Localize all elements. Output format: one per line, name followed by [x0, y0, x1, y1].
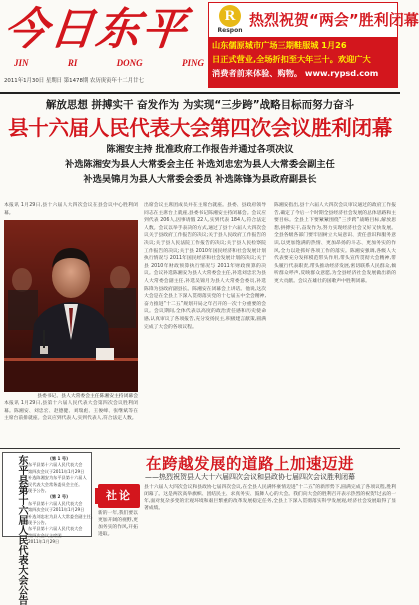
announcement-line: 第四次会议主席团 [28, 532, 62, 538]
announcement-line: 补选刘忠宏为县人大常委会副主任。 [28, 513, 96, 519]
article-column-left-top: 本报讯 1月29日,县十六届人大四次会议在县会议中心胜利闭幕。 [4, 203, 138, 216]
announcement-line: (第 1 号) [49, 456, 69, 461]
announcement-line: 东平县第十六届人民代表大会 [28, 462, 83, 468]
dateline: 2011年1月30日 星期日 第1478期 农历庚寅年十二月廿七 [4, 78, 144, 84]
section-divider [0, 448, 400, 449]
announcement-line: (第 2 号) [49, 494, 69, 500]
ad-line-2: 日正式营业,全场折扣至大年三十。欢迎广大 [212, 54, 371, 64]
announcement-line: 第四次会议于2011年1月29日 [28, 468, 85, 474]
ad-logo-mark-icon: R [219, 5, 241, 27]
announcement-box [2, 452, 96, 605]
pinyin-4: PING [181, 58, 204, 68]
masthead-divider [0, 92, 400, 94]
photo-caption: 县委书记、县人大常委会主任陈湘安主持闭幕会 [37, 394, 138, 399]
ad-header [209, 3, 419, 37]
announcement-line: 民代表大会常务委员会主任。 [28, 481, 83, 487]
ad-logo-text: Respon [217, 27, 243, 34]
pinyin-3: DONG [116, 58, 143, 68]
announcement-body [28, 456, 96, 545]
lead-subhead-3: 补选吴锦月为县人大常委会委员 补选陈锋为县政府副县长 [83, 174, 317, 185]
ad-logo [213, 5, 247, 35]
editorial-headline: 在跨越发展的道路上加速迈进 [145, 455, 354, 473]
logo-pinyin [14, 58, 204, 68]
pinyin-2: RI [67, 58, 78, 68]
announcement-title: 东平县第十六届人民代表大会公告 [16, 455, 27, 605]
editorial-text: 县十六届人大四次会议和县政协七届四次会议,在全县人民满怀豪情迈进“十二五”的新形势下,圆满完成了各项议程,胜利闭幕了。这是两次高举旗帜、团结民主、求真务实、鼓舞人心的大会。我们向大会的胜利召开表示热烈的祝贺!过去的一年,面对复杂多变的宏观环境和艰巨繁重的改革发展稳定任务,全县上下深入贯彻落实科学发展观,经济社会发展取得了显著成绩。 [144, 485, 396, 511]
announcement-line: 2011年1月29日 [28, 539, 60, 545]
lead-subhead-2: 补选陈湘安为县人大常委会主任 补选刘忠宏为县人大常委会副主任 [65, 159, 335, 170]
newspaper-logo: 今日东平 [1, 4, 191, 55]
article-column-middle: 出席会议主席团成员并在主席台就座。县委、县政府领导同志在主席台上就座,县委书记陈湘安主持闭幕会。会议应到代表 206人,因事请假 22人,实到代表 184人,符合法定人数。会议以举手表决的方式,通过了县十六届人大四次会议关于县政府工作报告的决议;关于县人民政府工作报告的决议;关于县人民法院工作报告的决议;关于县人民检察院工作报告的决议;关于县 2010年国民经济和社会发展计划执行情况与 2011年国民经济和社会发展计划的决议;关于县 2010年财政预算执行情况与 2011年财政预算的决议。会议补选陈湘安为县人大常委会主任,补选刘忠宏为县人大常委会副主任,补选吴锦月为县人大常委会委员,补选陈锋为县政府副县长。陈湘安在闭幕会上讲话。他说,这次大会是在全县上下深入贯彻落实党的十七届五中全会精神,奋力推进“十二五”规划开局之年召开的一次十分重要的会议。会议期间,全体代表以高度的政治责任感和历史使命感,认真审议了各项报告,充分发扬民主,积极建言献策,圆满完成了大会的各项议程。 [144, 203, 266, 330]
ad-line-3: 消费者前来体验、购物。 www.rypsd.com [212, 68, 379, 78]
article-column-left-bottom: 本报讯 1月29日,县第十六届人民代表大会第四次会议胜利闭幕。陈湘安、刘忠宏、赵德健、刘瑞彪、王俊峰、张继斌等在主席台前排就座。会议应到代表人,实到代表人,符合法定人数。 [4, 401, 138, 422]
announcement-line: 第四次会议于2011年1月29日 [28, 507, 85, 513]
editorial-text-continued: 新的一年,我们要以更加开阔的视野,更加务实的作风,开拓进取。 [98, 511, 138, 537]
announcement-line: 东平县第十六届人民代表大会 [28, 526, 83, 532]
announcement-line: 补选陈湘安为东平县第十六届人 [28, 475, 87, 481]
announcement-line: 东平县第十六届人民代表大会 [28, 500, 83, 506]
lead-photo-image [4, 220, 138, 392]
ad-headline: 热烈祝贺“两会”胜利闭幕 [249, 11, 419, 29]
editorial-badge: 社论 [98, 484, 140, 508]
lead-photo [4, 220, 138, 392]
announcement-line: 现予公告。 [28, 488, 49, 494]
ad-body [209, 37, 397, 87]
lead-headline: 县十六届人民代表大会第四次会议胜利闭幕 [8, 116, 392, 140]
article-column-right: 陈湘安指出,县十六届人大四次会议审议通过的政府工作报告,确定了今后一个时期全县经济社会发展的总体思路和主要目标。全县上下要紧紧围绕“三步跨”战略目标,解放思想,拼搏实干,奋发作为,努力实现经济社会又好又快发展。全县各级各部门要牢固树立大局意识、责任意识和服务意识,以更加饱满的热情、更加昂扬的斗志、更加务实的作风,全力以赴抓好各项工作的落实。陈湘安强调,各级人大代表要充分发挥模范带头作用,带头宣传贯彻大会精神,带头履行代表职责,带头推动经济发展,密切联系人民群众,倾听群众呼声,反映群众意愿,为全县经济社会发展做出新的更大贡献。会议在雄壮的国歌声中胜利闭幕。 [274, 203, 396, 284]
announcement-line: 现予公告。 [28, 520, 49, 526]
pinyin-1: JIN [14, 58, 29, 68]
masthead [0, 0, 419, 92]
editorial-subhead: ——热烈祝贺县人大十六届四次会议和县政协七届四次会议胜利闭幕 [145, 473, 355, 481]
advertisement [208, 2, 419, 88]
editorial [96, 452, 398, 537]
ad-line-1: 山东儒原城市广场三期鞋服城 1月26 [212, 40, 347, 50]
lead-kicker: 解放思想 拼搏实干 奋发作为 为实现“三步跨”战略目标而努力奋斗 [45, 99, 355, 111]
lead-subhead-1: 陈湘安主持 批准政府工作报告并通过各项决议 [106, 144, 294, 155]
